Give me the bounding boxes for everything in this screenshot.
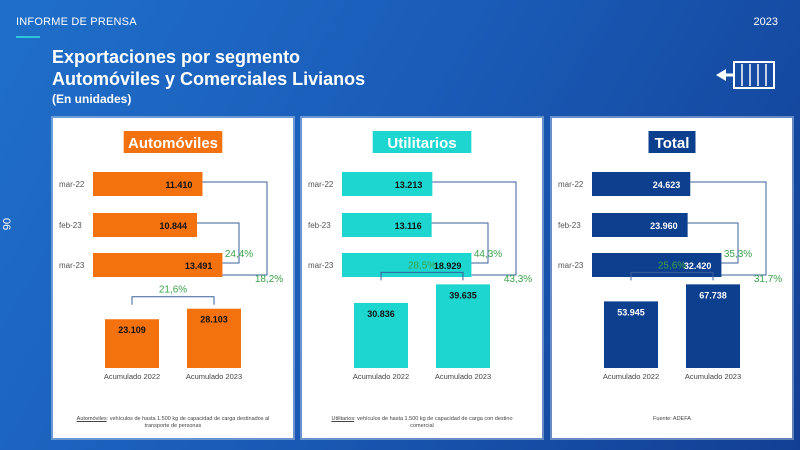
vbar-value: 67.738 <box>699 290 727 301</box>
vbar-value: 30.836 <box>367 308 395 319</box>
change-feb-mar: 24,4% <box>224 249 254 260</box>
change-mar-mar: 31,7% <box>753 274 783 285</box>
hbar-value: 13.491 <box>184 261 213 271</box>
panel-note <box>552 416 792 423</box>
row-label: feb-23 <box>59 221 82 230</box>
change-mar-mar: 18,2% <box>254 274 284 285</box>
panel-note <box>53 416 293 430</box>
vbar-category: Acumulado 2023 <box>185 372 243 381</box>
vbar-category: Acumulado 2022 <box>352 372 410 381</box>
vbar-category: Acumulado 2022 <box>602 372 660 381</box>
hbar-value: 32.420 <box>683 261 712 271</box>
row-label: mar-23 <box>308 261 334 270</box>
hbar-value: 13.213 <box>394 180 423 190</box>
report-label: INFORME DE PRENSA <box>16 16 137 28</box>
title-line-1: Exportaciones por segmento <box>52 47 301 67</box>
accum-change: 25,6% <box>657 260 687 272</box>
chart-title: Automóviles <box>127 135 219 152</box>
vbar-value: 53.945 <box>617 307 645 318</box>
hbar-value: 24.623 <box>652 180 681 190</box>
row-label: mar-22 <box>59 180 85 189</box>
truck-container-icon <box>712 60 778 90</box>
header-accent-line <box>16 36 40 38</box>
chart-title: Total <box>654 135 690 152</box>
row-label: mar-22 <box>558 180 584 189</box>
change-feb-mar: 44,3% <box>473 249 503 260</box>
vbar-value: 23.109 <box>118 325 146 336</box>
chart-title: Utilitarios <box>387 135 457 152</box>
note-text: Fuente: ADEFA <box>653 416 691 422</box>
change-feb-mar: 35,3% <box>723 249 753 260</box>
page-title <box>52 46 365 90</box>
accum-change: 28,5% <box>407 260 437 272</box>
title-line-2: Automóviles y Comerciales Livianos <box>52 69 366 89</box>
row-label: mar-23 <box>558 261 584 270</box>
page-number: 06 <box>0 218 12 231</box>
vbar-category: Acumulado 2023 <box>684 372 742 381</box>
note-term: Automóviles <box>76 416 107 422</box>
vbar-category: Acumulado 2022 <box>103 372 161 381</box>
change-mar-mar: 43,3% <box>503 274 533 285</box>
hbar-value: 18.929 <box>433 261 462 271</box>
hbar-value: 10.844 <box>159 221 188 231</box>
report-year: 2023 <box>753 16 778 28</box>
row-label: feb-23 <box>308 221 331 230</box>
row-label: feb-23 <box>558 221 581 230</box>
page-subtitle: (En unidades) <box>52 92 132 106</box>
accum-bracket <box>132 297 214 305</box>
chart-total <box>552 118 792 418</box>
vbar-value: 39.635 <box>449 290 477 301</box>
panel-utilitarios <box>302 118 542 438</box>
note-text: : vehículos de hasta 1.500 kg de capacidad de carga destinados al transporte de personas <box>106 416 270 429</box>
note-text: : vehículos de hasta 1.500 kg de capacidad de carga con destino comercial <box>354 416 513 429</box>
panel-total <box>552 118 792 438</box>
row-label: mar-22 <box>308 180 334 189</box>
vbar-value: 28.103 <box>200 314 228 325</box>
panel-note <box>302 416 542 430</box>
vbar-category: Acumulado 2023 <box>434 372 492 381</box>
note-term: Utilitarios <box>331 416 355 422</box>
accum-change: 21,6% <box>158 284 188 296</box>
chart-automoviles <box>53 118 293 418</box>
row-label: mar-23 <box>59 261 85 270</box>
panel-automoviles <box>53 118 293 438</box>
chart-utilitarios <box>302 118 542 418</box>
hbar-value: 23.960 <box>650 221 678 231</box>
hbar-value: 11.410 <box>165 180 193 190</box>
hbar-value: 13.116 <box>394 221 422 231</box>
